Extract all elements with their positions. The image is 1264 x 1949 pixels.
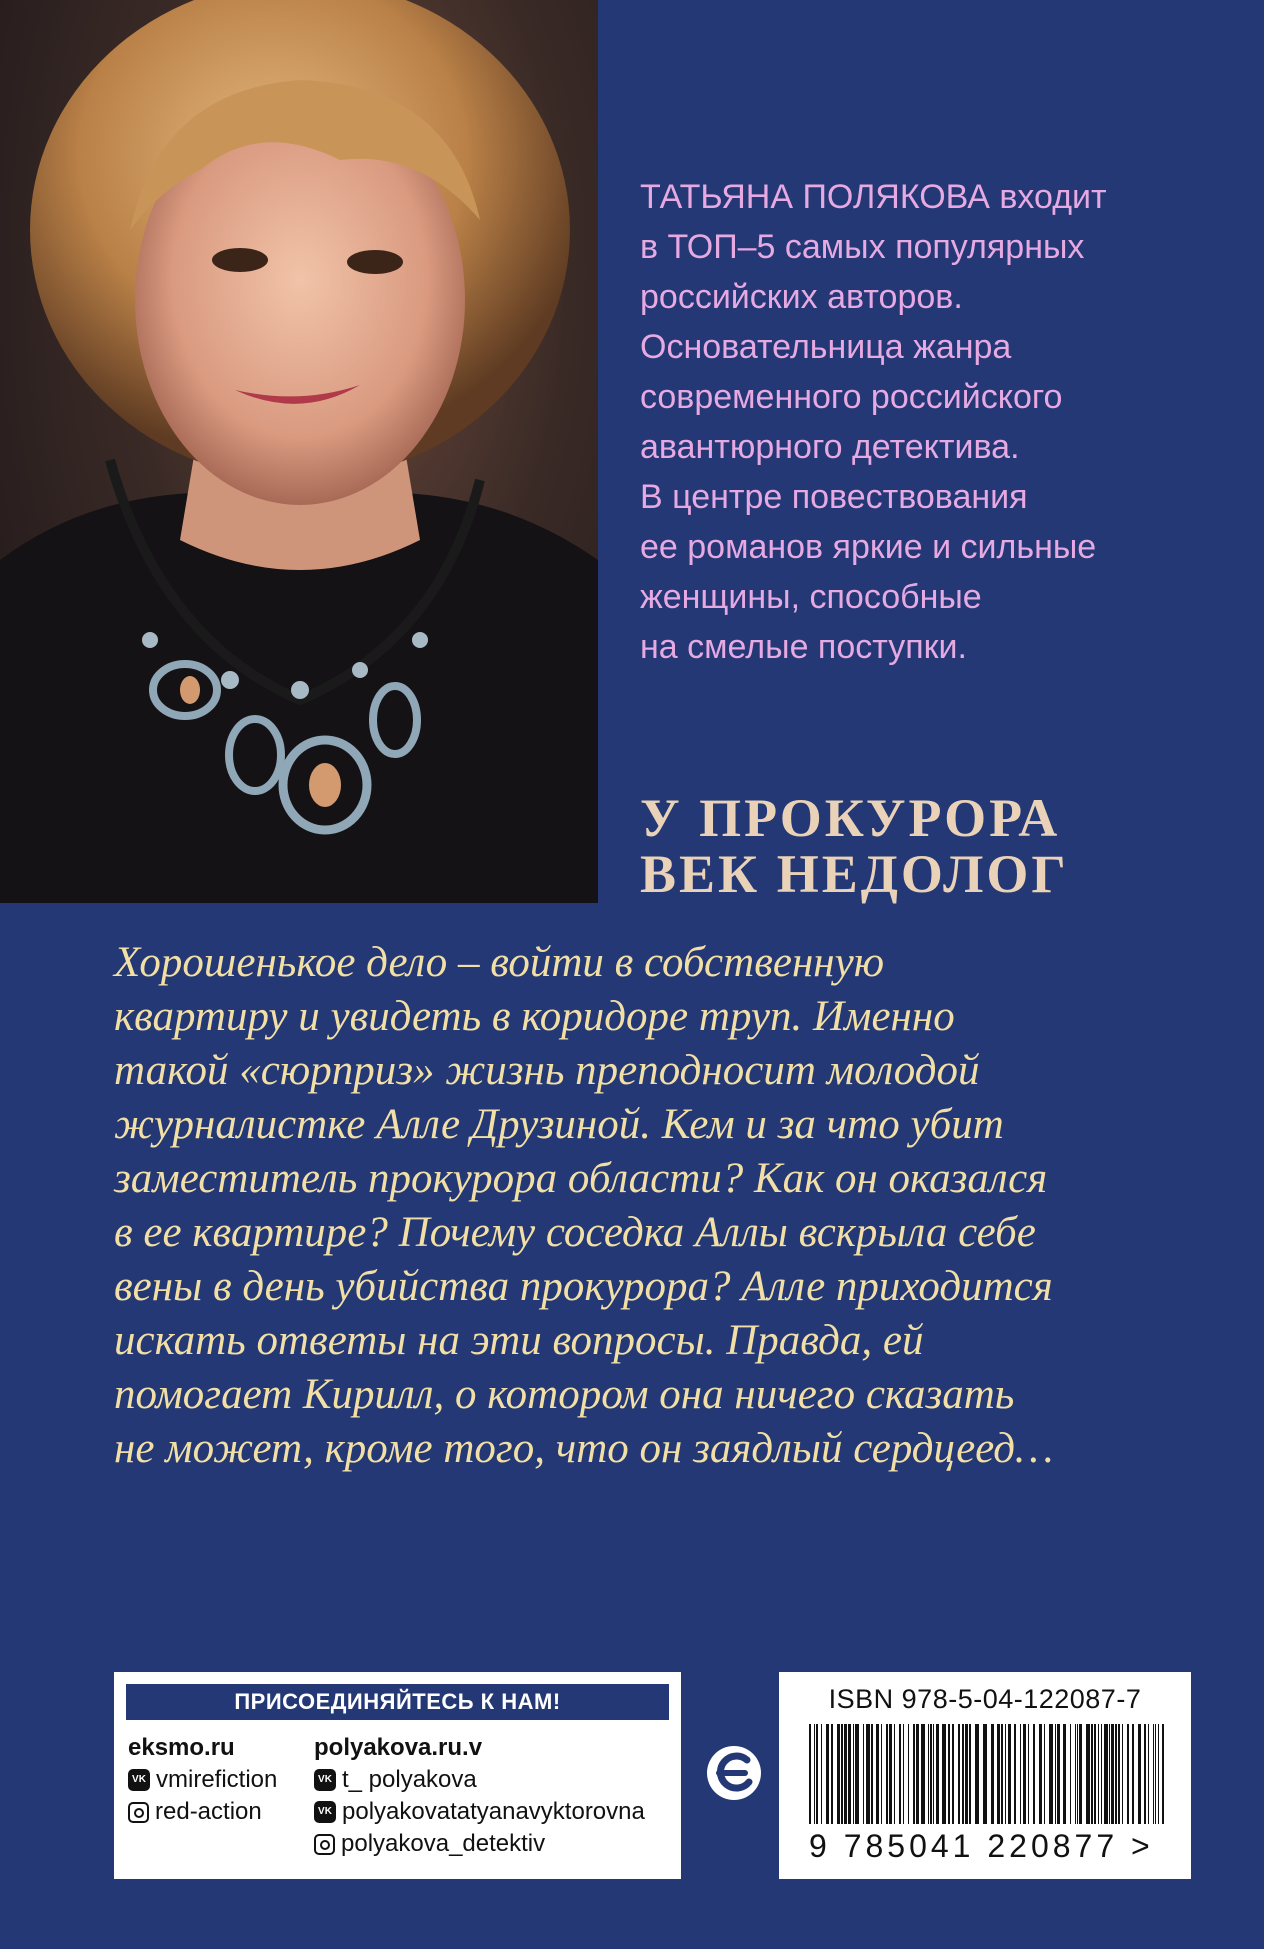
barcode-bar [1057, 1724, 1060, 1824]
barcode-bar [844, 1724, 847, 1824]
barcode-bar [1098, 1724, 1099, 1824]
social-links-box [114, 1672, 681, 1879]
barcode-bar [962, 1724, 964, 1824]
barcode-bar [881, 1724, 882, 1824]
book-title [640, 790, 1240, 902]
barcode-bar [948, 1724, 950, 1824]
barcode-bar [1014, 1724, 1016, 1824]
annotation-line: такой «сюрприз» жизнь преподносит молодой [114, 1047, 980, 1094]
barcode-bar [930, 1724, 932, 1824]
annotation-line: вены в день убийства прокурора? Алле приходится [114, 1263, 1053, 1310]
bio-line: на смелые поступки. [640, 628, 967, 666]
bio-line: женщины, способные [640, 578, 982, 616]
barcode-bar [899, 1724, 901, 1824]
barcode-bar [1063, 1724, 1066, 1824]
barcode-bar [1158, 1724, 1159, 1824]
barcode-bar [1055, 1724, 1056, 1824]
barcode-bar [1020, 1724, 1021, 1824]
vk-link-t-polyakova[interactable] [314, 1764, 645, 1796]
barcode-bar [928, 1724, 929, 1824]
barcode-bar [837, 1724, 840, 1824]
barcode-bar [1086, 1724, 1090, 1824]
barcode-bar [866, 1724, 870, 1824]
instagram-link-polyakova-detektiv[interactable] [314, 1828, 645, 1860]
bio-line: авантюрного детектива. [640, 428, 1020, 466]
bio-line: ТАТЬЯНА ПОЛЯКОВА входит [640, 178, 1107, 216]
barcode-bar [821, 1724, 822, 1824]
author-bio [640, 172, 1240, 672]
bio-line: Основательница жанра [640, 328, 1012, 366]
barcode-bar [1023, 1724, 1026, 1824]
barcode-bar [1153, 1724, 1154, 1824]
instagram-link-red-action[interactable] [128, 1796, 277, 1828]
ean-digits: 9 785041 220877 > [809, 1828, 1154, 1864]
polyakova-site-link[interactable]: polyakova.ru.v [314, 1734, 483, 1761]
barcode-bar [1044, 1724, 1045, 1824]
barcode-bar [952, 1724, 954, 1824]
instagram-icon [128, 1802, 149, 1823]
barcode-bar [991, 1724, 994, 1824]
barcode-bar [1115, 1724, 1117, 1824]
vk-icon [314, 1769, 336, 1791]
barcode-bar [1008, 1724, 1011, 1824]
barcode-bar [871, 1724, 873, 1824]
barcode-bar [1077, 1724, 1078, 1824]
barcode-bar [1033, 1724, 1035, 1824]
vk-handle: polyakovatatyanavyktorovna [342, 1798, 645, 1825]
barcode-bar [886, 1724, 888, 1824]
barcode-bar [848, 1724, 851, 1824]
bio-line: В центре повествования [640, 478, 1028, 516]
barcode-bar [894, 1724, 895, 1824]
annotation-line: заместитель прокурора области? Как он оказался [114, 1155, 1048, 1202]
isbn-number: ISBN 978-5-04-122087-7 [828, 1684, 1142, 1714]
barcode-bar [936, 1724, 939, 1824]
barcode-bar [933, 1724, 934, 1824]
barcode-bar [876, 1724, 879, 1824]
author-photo [0, 0, 598, 903]
annotation-line: Хорошенькое дело – войти в собственную [114, 939, 885, 986]
barcode-bar [863, 1724, 864, 1824]
barcode-bar [826, 1724, 829, 1824]
annotation-line: помогает Кирилл, о котором она ничего сказать [114, 1371, 1015, 1418]
barcode-bar [975, 1724, 979, 1824]
barcode-bar [1091, 1724, 1093, 1824]
annotation-line: искать ответы на эти вопросы. Правда, ей [114, 1317, 924, 1364]
social-column-left [128, 1732, 277, 1828]
barcode-bar [965, 1724, 968, 1824]
eksmo-logo [705, 1730, 763, 1816]
social-header: ПРИСОЕДИНЯЙТЕСЬ К НАМ! [126, 1684, 669, 1720]
barcode-bar [831, 1724, 833, 1824]
barcode-bar [1132, 1724, 1134, 1824]
annotation-line: в ее квартире? Почему соседка Аллы вскрыла себе [114, 1209, 1036, 1256]
instagram-handle: red-action [155, 1798, 262, 1825]
barcode-bar [1039, 1724, 1042, 1824]
barcode-bar [1118, 1724, 1120, 1824]
bio-line: ее романов яркие и сильные [640, 528, 1097, 566]
title-line: ВЕК НЕДОЛОГ [640, 844, 1069, 904]
barcode-bar [969, 1724, 971, 1824]
barcode-bar [855, 1724, 859, 1824]
eksmo-site-link[interactable]: eksmo.ru [128, 1734, 235, 1761]
barcode-bar [1109, 1724, 1110, 1824]
barcode-bar [921, 1724, 925, 1824]
instagram-icon [314, 1834, 335, 1855]
barcode-bar [916, 1724, 919, 1824]
social-column-right [314, 1732, 645, 1860]
barcode-bar [853, 1724, 854, 1824]
barcode-bar [841, 1724, 843, 1824]
barcode-bar [1001, 1724, 1003, 1824]
barcode-bar [1028, 1724, 1029, 1824]
barcode-bar [1101, 1724, 1102, 1824]
barcode-bar [816, 1724, 818, 1824]
barcode-bar [889, 1724, 892, 1824]
bio-line: в ТОП–5 самых популярных [640, 228, 1085, 266]
barcode-bar [913, 1724, 915, 1824]
vk-icon [128, 1769, 150, 1791]
barcode-bar [814, 1724, 815, 1824]
isbn-barcode [779, 1672, 1191, 1879]
bio-line: современного российского [640, 378, 1063, 416]
barcode-bar [1148, 1724, 1149, 1824]
bio-line: российских авторов. [640, 278, 963, 316]
annotation-line: журналистке Алле Друзиной. Кем и за что убит [114, 1101, 1004, 1148]
barcode-bar [1138, 1724, 1141, 1824]
barcode-bar [1127, 1724, 1129, 1824]
annotation-line: не может, кроме того, что он заядлый сердцеед… [114, 1425, 1054, 1472]
instagram-handle: polyakova_detektiv [341, 1830, 546, 1857]
barcode-bar [1104, 1724, 1108, 1824]
vk-icon [314, 1801, 336, 1823]
barcode-bar [1155, 1724, 1156, 1824]
annotation-line: квартиру и увидеть в коридоре труп. Именно [114, 993, 955, 1040]
vk-handle: t_ polyakova [342, 1766, 477, 1793]
vk-link-vmirefiction[interactable] [128, 1764, 277, 1796]
barcode-bar [1111, 1724, 1114, 1824]
vk-handle: vmirefiction [156, 1766, 278, 1793]
barcode-bar [908, 1724, 909, 1824]
barcode-bar [958, 1724, 960, 1824]
barcode-bar [1070, 1724, 1071, 1824]
barcode-bar [1144, 1724, 1146, 1824]
barcode-bar [1075, 1724, 1076, 1824]
barcode-bar [1049, 1724, 1053, 1824]
barcode-bars [801, 1724, 1171, 1828]
barcode-bar [1122, 1724, 1123, 1824]
barcode-bar [983, 1724, 987, 1824]
barcode-bar [903, 1724, 904, 1824]
barcode-bar [1162, 1724, 1164, 1824]
barcode-bar [942, 1724, 946, 1824]
barcode-bar [1005, 1724, 1006, 1824]
vk-link-polyakovatatyanavyktorovna[interactable] [314, 1796, 645, 1828]
book-annotation [114, 936, 1234, 1476]
barcode-bar [1094, 1724, 1096, 1824]
title-line: У ПРОКУРОРА [640, 788, 1061, 848]
barcode-bar [809, 1724, 811, 1824]
barcode-bar [997, 1724, 1000, 1824]
barcode-bar [1079, 1724, 1082, 1824]
